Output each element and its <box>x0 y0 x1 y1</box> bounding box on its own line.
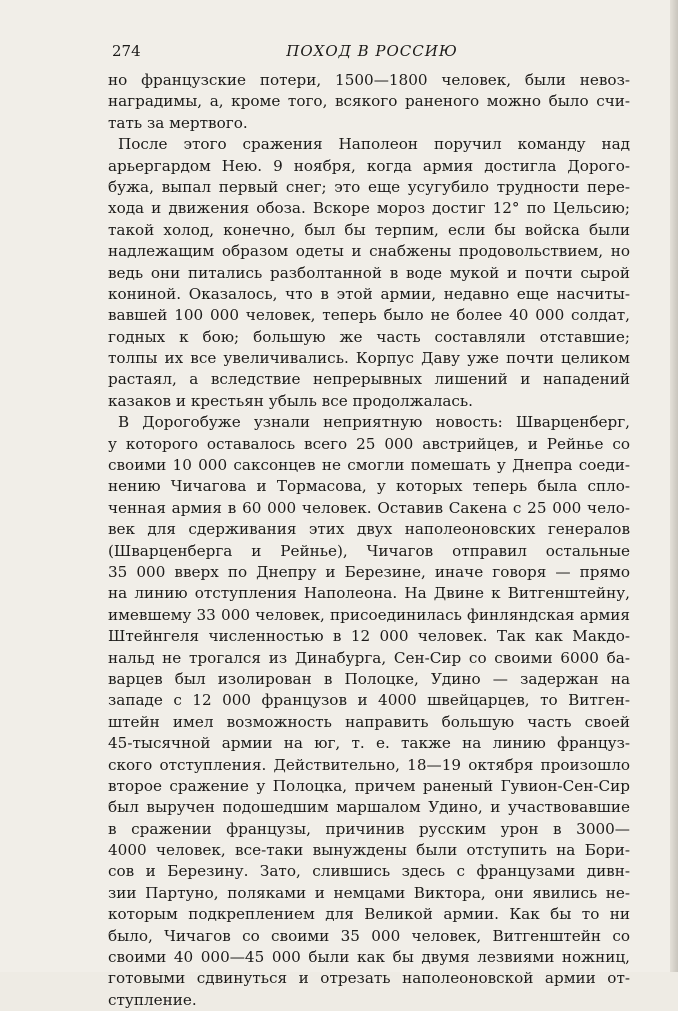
text-line: нению Чичагова и Тормасова, у которых теперь была спло- <box>108 477 630 496</box>
text-line: на линию отступления Наполеона. На Двине к Витгенштейну, <box>108 584 630 603</box>
text-line: имевшему 33 000 человек, присоединилась финляндская армия <box>108 605 630 624</box>
page-header <box>112 40 632 64</box>
text-line: нальд не трогался из Динабурга, Сен-Сир со своими 6000 ба- <box>108 648 630 667</box>
text-line: вавшей 100 000 человек, теперь было не более 40 000 солдат, <box>108 306 630 325</box>
text-line: сов и Березину. Зато, слившись здесь с французами дивн- <box>108 862 630 881</box>
text-line: варцев был изолирован в Полоцке, Удино — задержан на <box>108 669 630 688</box>
text-line: в сражении французы, причинив русским урон в 3000— <box>108 819 630 838</box>
text-line: ского отступления. Действительно, 18—19 октября произошло <box>108 755 630 774</box>
body-text <box>108 70 630 1011</box>
text-line: штейн имел возможность направить большую часть своей <box>108 712 630 731</box>
text-line: В Дорогобуже узнали неприятную новость: Шварценберг, <box>118 413 630 432</box>
text-line: век для сдерживания этих двух наполеоновских генералов <box>108 520 630 539</box>
text-line: ступление. <box>108 990 197 1009</box>
text-line: казаков и крестьян убыль все продолжалась. <box>108 391 474 410</box>
text-line: второе сражение у Полоцка, причем раненый Гувион-Сен-Сир <box>108 776 630 795</box>
text-line: 4000 человек, все-таки вынуждены были отступить на Бори- <box>108 841 630 860</box>
text-line: которым подкреплением для Великой армии. Как бы то ни <box>108 905 630 924</box>
text-line: (Шварценберга и Рейнье), Чичагов отправил остальные <box>108 541 630 560</box>
text-line: ченная армия в 60 000 человек. Оставив Сакена с 25 000 чело- <box>108 498 630 517</box>
text-line: было, Чичагов со своими 35 000 человек, Витгенштейн со <box>108 926 630 945</box>
text-line: наградимы, а, кроме того, всякого раненого можно было счи- <box>108 92 630 111</box>
text-line: кониной. Оказалось, что в этой армии, недавно еще насчиты- <box>108 284 630 303</box>
text-line: годных к бою; большую же часть составляли отставшие; <box>108 327 630 346</box>
text-line: растаял, а вследствие непрерывных лишений и нападений <box>108 370 630 389</box>
page-spine-shadow <box>670 0 678 972</box>
text-line: арьергардом Нею. 9 ноября, когда армия достигла Дорого- <box>108 156 630 175</box>
text-line: 35 000 вверх по Днепру и Березине, иначе говоря — прямо <box>108 562 630 581</box>
text-line: тать за мертвого. <box>108 113 248 132</box>
text-line: своими 10 000 саксонцев не смогли помешать у Днепра соеди- <box>108 456 630 475</box>
running-title: ПОХОД В РОССИЮ <box>286 42 458 60</box>
text-line: был выручен подошедшим маршалом Удино, и участвовавшие <box>108 798 630 817</box>
text-line: западе с 12 000 французов и 4000 швейцарцев, то Витген- <box>108 691 630 710</box>
text-line: ведь они питались разболтанной в воде мукой и почти сырой <box>108 263 630 282</box>
text-line: Штейнгеля численностью в 12 000 человек. Так как Макдо- <box>108 627 630 646</box>
text-line: зии Партуно, поляками и немцами Виктора, они явились не- <box>108 883 630 902</box>
text-line: После этого сражения Наполеон поручил команду над <box>118 135 630 154</box>
text-line: толпы их все увеличивались. Корпус Даву уже почти целиком <box>108 349 630 368</box>
text-line: своими 40 000—45 000 были как бы двумя лезвиями ножниц, <box>108 948 630 967</box>
text-line: у которого оставалось всего 25 000 австрийцев, и Рейнье со <box>108 434 630 453</box>
text-line: бужа, выпал первый снег; это еще усугубило трудности пере- <box>108 177 630 196</box>
text-line: надлежащим образом одеты и снабжены продовольствием, но <box>108 242 630 261</box>
text-line: такой холод, конечно, был бы терпим, если бы войска были <box>108 220 630 239</box>
page-number: 274 <box>112 42 141 60</box>
text-line: 45-тысячной армии на юг, т. е. также на линию француз- <box>108 734 630 753</box>
text-line: хода и движения обоза. Вскоре мороз достиг 12° по Цельсию; <box>108 199 630 218</box>
text-line: готовыми сдвинуться и отрезать наполеоновской армии от- <box>108 969 630 988</box>
text-line: но французские потери, 1500—1800 человек, были невоз- <box>108 71 630 89</box>
